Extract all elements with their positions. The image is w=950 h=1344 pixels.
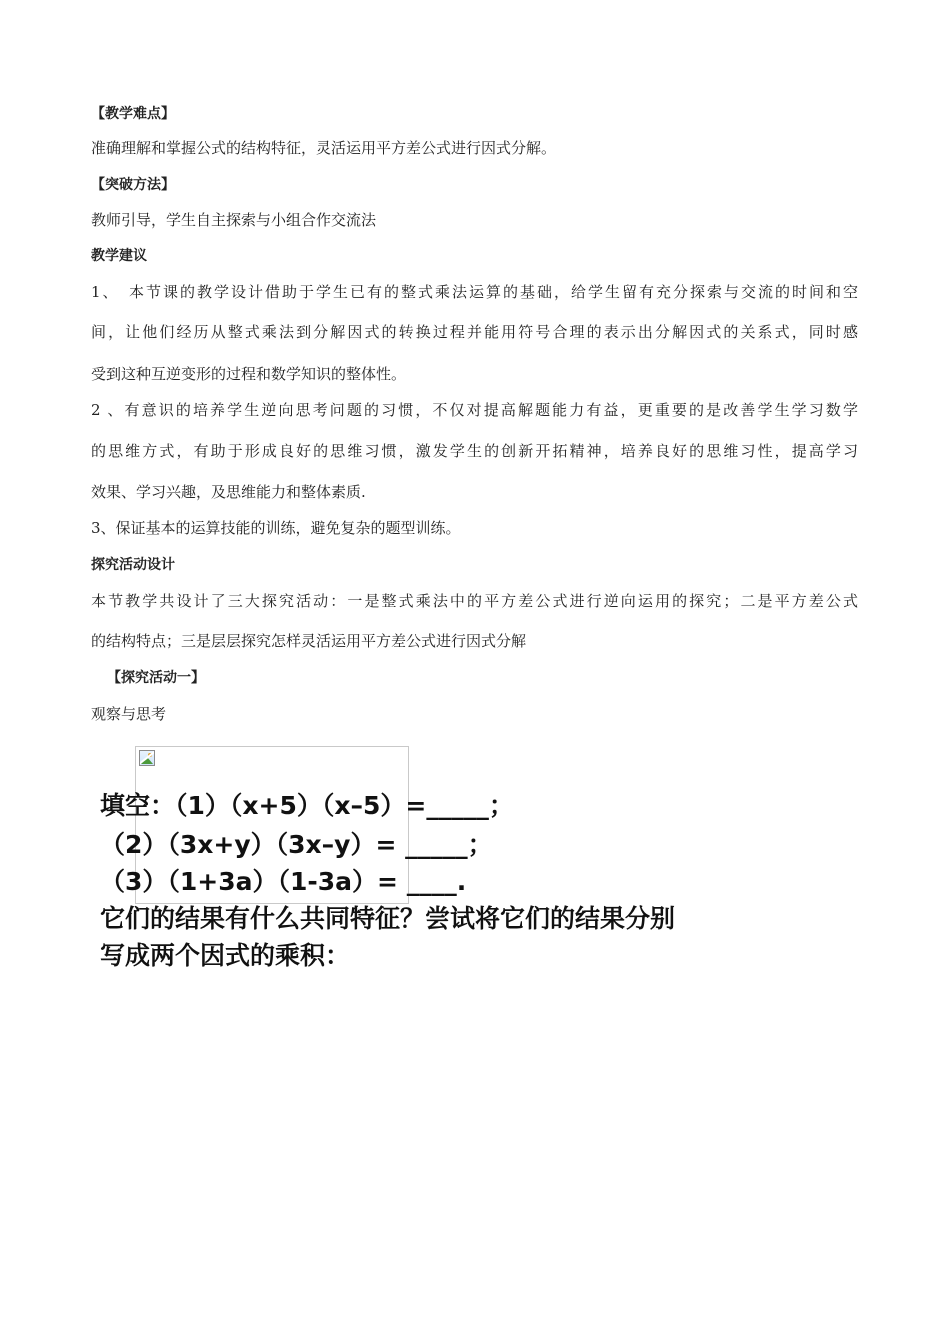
exercise-line-1: 填空：（1）（x+5）（x–5）=_____； bbox=[100, 791, 514, 820]
suggestion-1-line-3: 受到这种互逆变形的过程和数学知识的整体性。 bbox=[91, 365, 407, 383]
observe-and-think: 观察与思考 bbox=[91, 705, 167, 723]
suggestion-1-line-2: 间，让他们经历从整式乘法到分解因式的转换过程并能用符号合理的表示出分解因式的关系式，同时感 bbox=[91, 323, 858, 341]
exercise-line-3: （3）（1+3a）（1-3a）= ____. bbox=[100, 867, 467, 896]
activity-design-line-2: 的结构特点；三是层层探究怎样灵活运用平方差公式进行因式分解 bbox=[91, 632, 527, 650]
heading-activity-one: 【探究活动一】 bbox=[107, 670, 205, 686]
heading-breakthrough-method: 【突破方法】 bbox=[91, 177, 175, 193]
suggestion-2-line-1: 2 、有意识的培养学生逆向思考问题的习惯，不仅对提高解题能力有益，更重要的是改善学生学习数学 bbox=[91, 401, 858, 419]
heading-activity-design: 探究活动设计 bbox=[91, 557, 175, 573]
heading-teaching-difficulty: 【教学难点】 bbox=[91, 106, 175, 122]
suggestion-3: 3、保证基本的运算技能的训练，避免复杂的题型训练。 bbox=[91, 519, 461, 537]
exercise-question-line-2: 写成两个因式的乘积： bbox=[100, 941, 351, 970]
exercise-question-line-1: 它们的结果有什么共同特征？尝试将它们的结果分别 bbox=[100, 904, 676, 933]
activity-design-line-1: 本节教学共设计了三大探究活动：一是整式乘法中的平方差公式进行逆向运用的探究；二是平方差公式 bbox=[91, 592, 858, 610]
suggestion-2-line-2: 的思维方式，有助于形成良好的思维习惯，激发学生的创新开拓精神，培养良好的思维习性，提高学习 bbox=[91, 442, 858, 460]
method-text: 教师引导，学生自主探索与小组合作交流法 bbox=[91, 211, 377, 229]
heading-teaching-suggestions: 教学建议 bbox=[91, 248, 147, 264]
difficulty-text: 准确理解和掌握公式的结构特征，灵活运用平方差公式进行因式分解。 bbox=[91, 139, 557, 157]
exercise-line-2: （2）（3x+y）（3x–y）= _____； bbox=[100, 830, 493, 859]
suggestion-1-line-1: 1、 本节课的教学设计借助于学生已有的整式乘法运算的基础，给学生留有充分探索与交流的时间和空 bbox=[91, 283, 858, 301]
suggestion-2-line-3: 效果、学习兴趣，及思维能力和整体素质. bbox=[91, 483, 366, 501]
broken-image-icon bbox=[139, 750, 155, 766]
